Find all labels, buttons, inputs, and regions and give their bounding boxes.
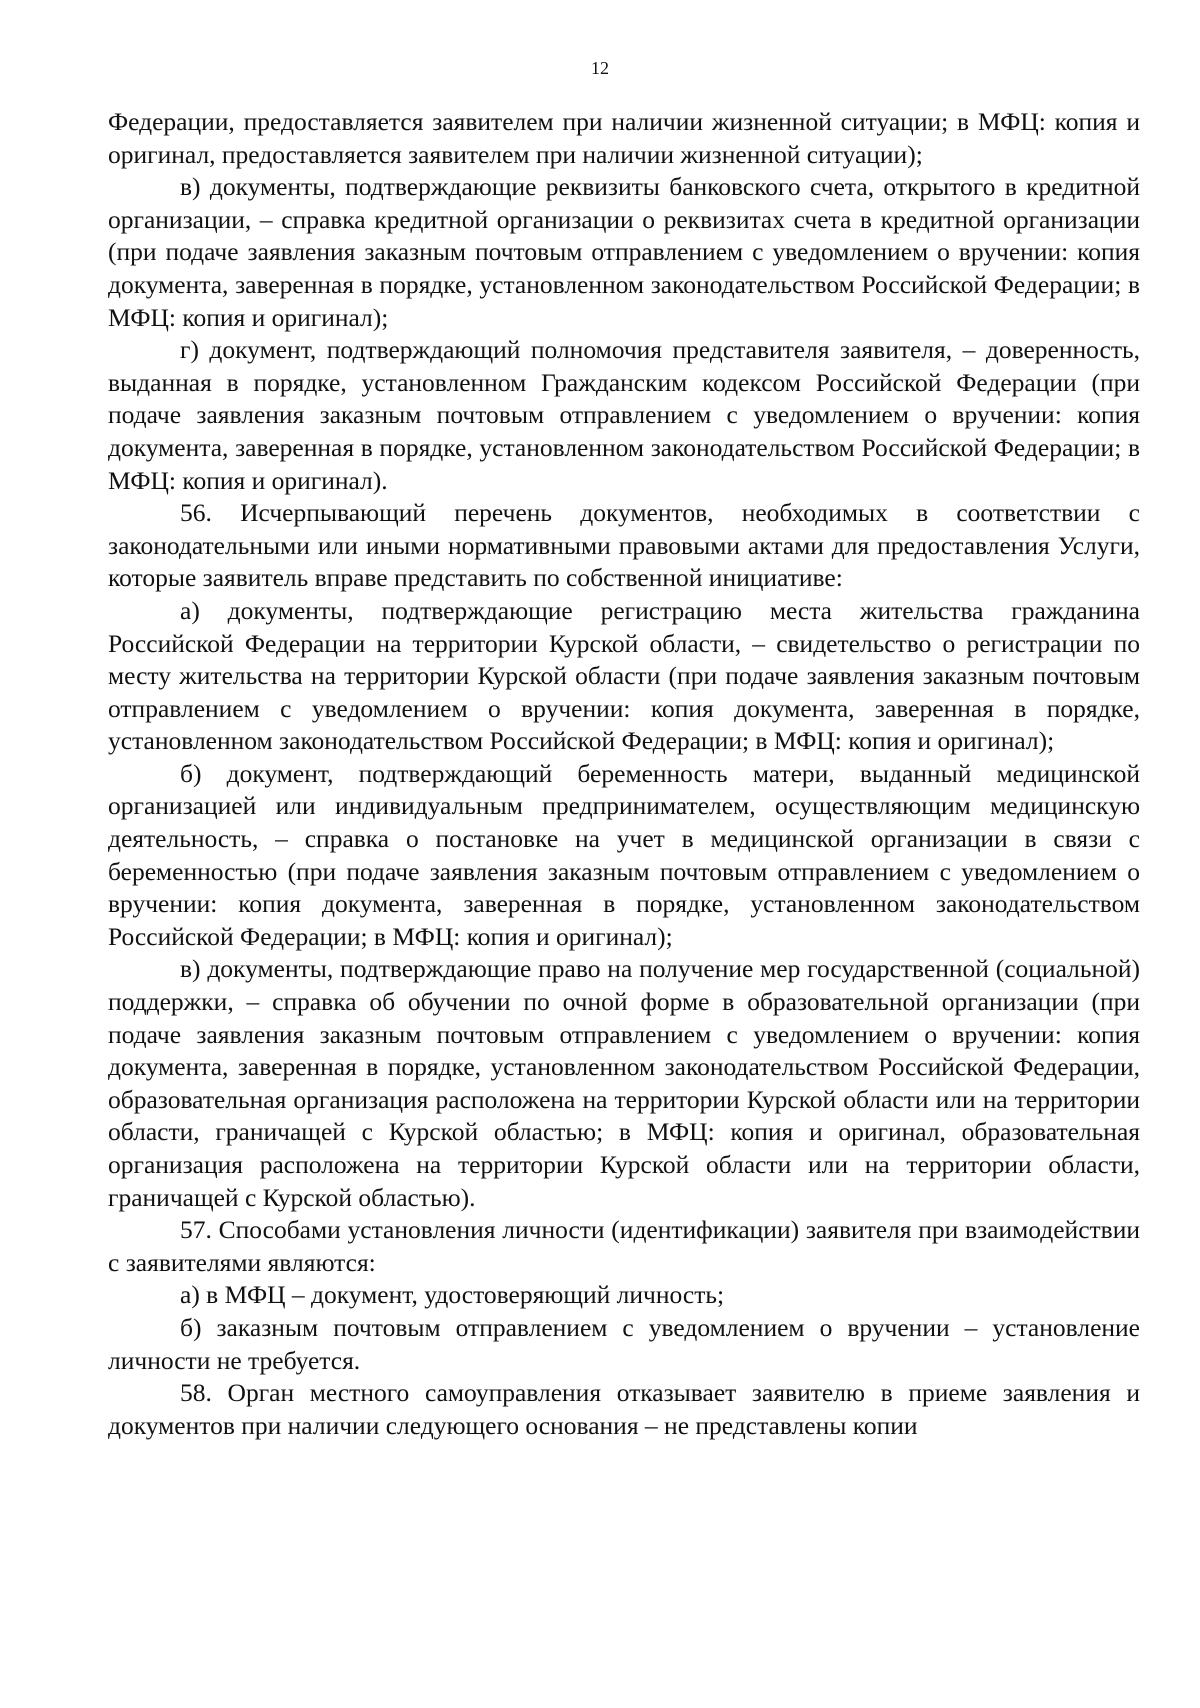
paragraph-clause-58: 58. Орган местного самоуправления отказывает заявителю в приеме заявления и документов при наличии следующего основания – не представлены копии [108,1378,1140,1440]
document-body [108,106,1140,1442]
paragraph-item-a-mfc: а) в МФЦ – документ, удостоверяющий личность; [180,1280,725,1310]
paragraph-continuation: Федерации, предоставляется заявителем при наличии жизненной ситуации; в МФЦ: копия и оригинал, предоставляется заявителем при наличии жизненной ситуации); [108,107,1140,169]
paragraph-item-b-pregnancy: б) документ, подтверждающий беременность матери, выданный медицинской организацией или индивидуальным предпринимателем, осуществляющим медицинскую деятельность, – справка о постановке на учет в медицинской организации в связи с беременностью (при подаче заявления заказным почтовым отправлением с уведомлением о вручении: копия документа, заверенная в порядке, установленном законодательством Российской Федерации; в МФЦ: копия и оригинал); [108,758,1140,951]
paragraph-item-v-support: в) документы, подтверждающие право на получение мер государственной (социальной) поддержки, – справка об обучении по очной форме в образовательной организации (при подаче заявления заказным почтовым отправлением с уведомлением о вручении: копия документа, заверенная в порядке, установленном законодательством Российской Федерации, образовательная организация расположена на территории Курской области или на территории области, граничащей с Курской областью; в МФЦ: копия и оригинал, образовательная организация расположена на территории Курской области или на территории области, граничащей с Курской областью). [108,954,1140,1212]
paragraph-item-b-mail: б) заказным почтовым отправлением с уведомлением о вручении – установление личности не требуется. [108,1312,1140,1375]
paragraph-clause-57: 57. Способами установления личности (идентификации) заявителя при взаимодействии с заявителями являются: [108,1215,1140,1277]
paragraph-item-g-power-of-attorney: г) документ, подтверждающий полномочия представителя заявителя, – доверенность, выданная в порядке, установленном Гражданским кодексом Российской Федерации (при подаче заявления заказным почтовым отправлением с уведомлением о вручении: копия документа, заверенная в порядке, установленном законодательством Российской Федерации; в МФЦ: копия и оригинал). [108,335,1140,495]
paragraph-item-a-registration: а) документы, подтверждающие регистрацию места жительства гражданина Российской Федерации на территории Курской области, – свидетельство о регистрации по месту жительства на территории Курской области (при подаче заявления заказным почтовым отправлением с уведомлением о вручении: копия документа, заверенная в порядке, установленном законодательством Российской Федерации; в МФЦ: копия и оригинал); [108,595,1140,756]
paragraph-item-v-bank-details: в) документы, подтверждающие реквизиты банковского счета, открытого в кредитной организации, – справка кредитной организации о реквизитах счета в кредитной организации (при подаче заявления заказным почтовым отправлением с уведомлением о вручении: копия документа, заверенная в порядке, установленном законодательством Российской Федерации; в МФЦ: копия и оригинал); [108,172,1140,332]
page-number: 12 [591,58,609,78]
paragraph-clause-56: 56. Исчерпывающий перечень документов, необходимых в соответствии с законодательными или иными нормативными правовыми актами для предоставления Услуги, которые заявитель вправе представить по собственной инициативе: [108,498,1140,593]
